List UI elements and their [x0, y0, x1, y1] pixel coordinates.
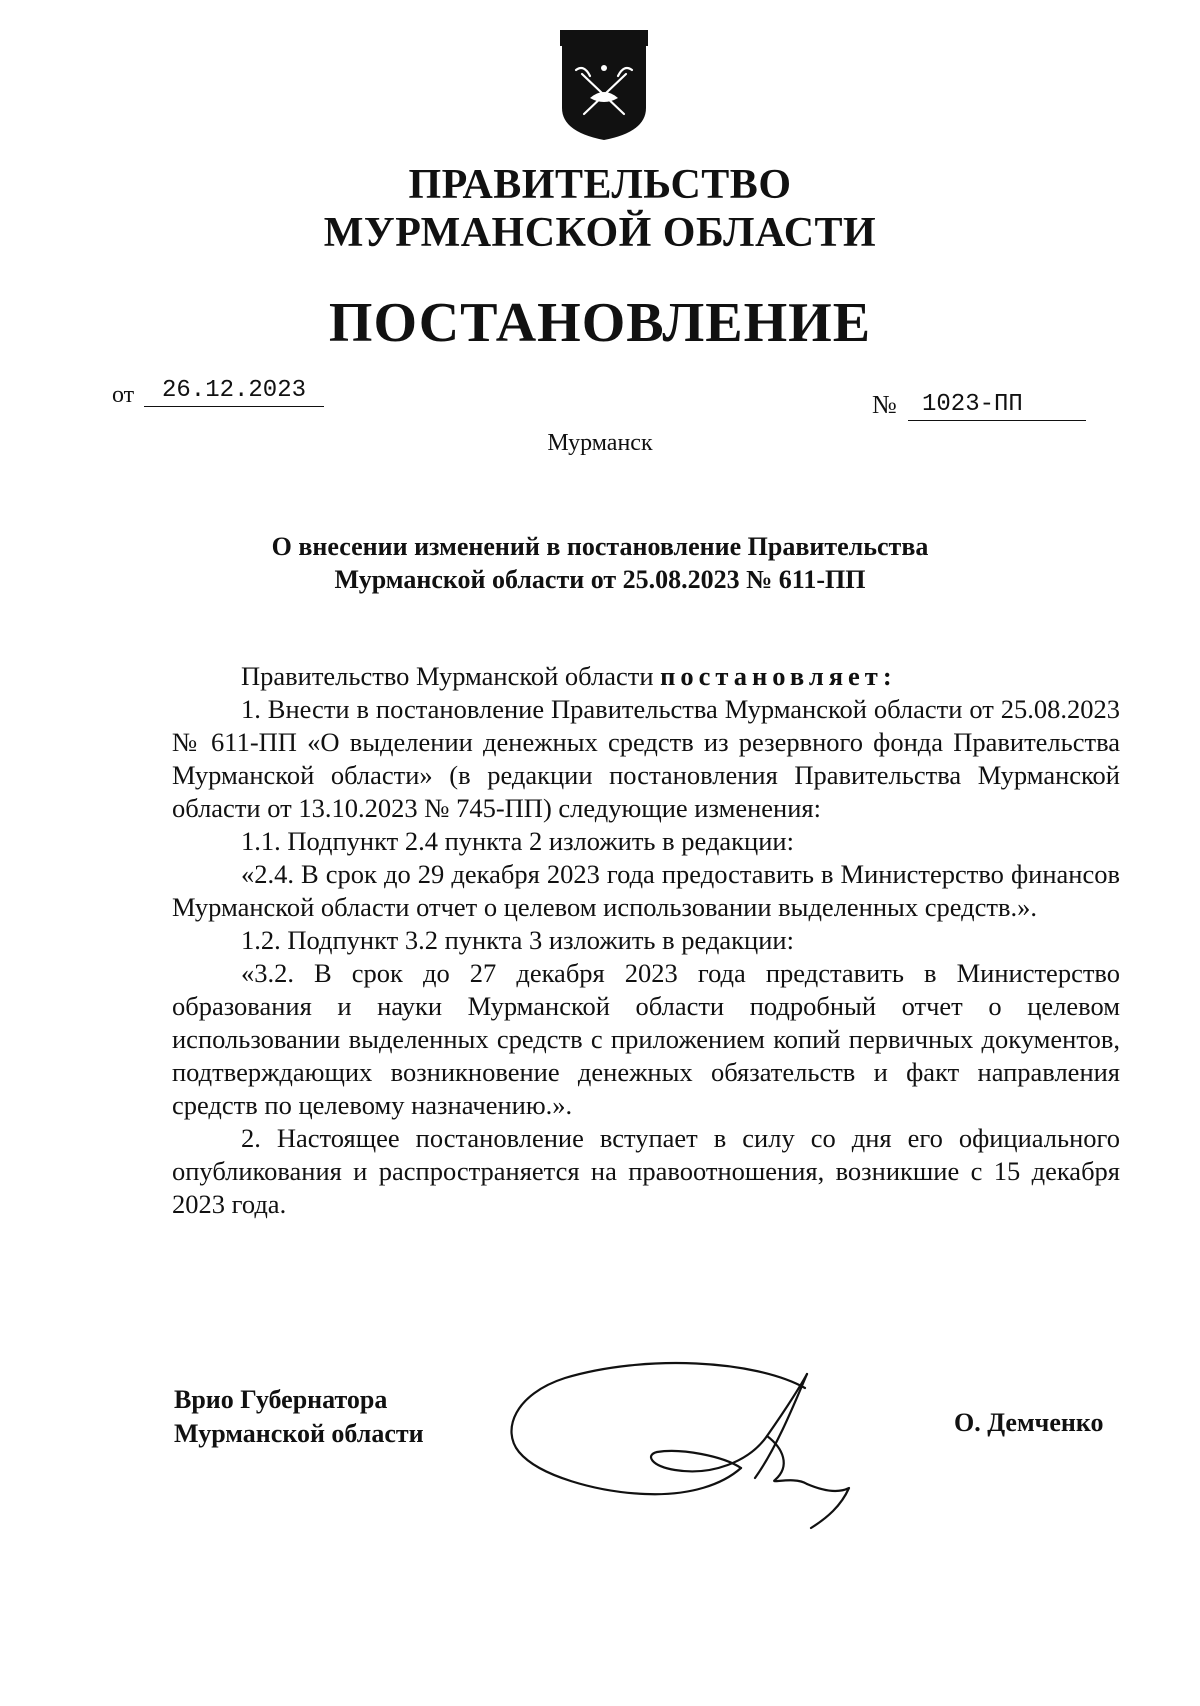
number-label: № — [872, 390, 897, 419]
intro-paragraph — [172, 660, 1120, 693]
paragraph-2: 2. Настоящее постановление вступает в силу со дня его официального опубликования и распространяется на правоотношения, возникшие с 15 декабря 2023 года. — [172, 1123, 1120, 1219]
document-body — [172, 660, 1120, 1221]
signatory-position — [174, 1383, 424, 1451]
paragraph-1-1: 1.1. Подпункт 2.4 пункта 2 изложить в редакции: — [241, 826, 794, 856]
organization-name-line2: МУРМАНСКОЙ ОБЛАСТИ — [323, 210, 877, 256]
city-name: Мурманск — [547, 430, 653, 456]
document-date: 26.12.2023 — [144, 376, 324, 407]
subject-line1: О внесении изменений в постановление Правительства — [271, 532, 929, 561]
intro-spaced-verb: постановляет: — [660, 661, 897, 691]
coat-of-arms-icon — [560, 30, 648, 142]
subject-line2: Мурманской области от 25.08.2023 № 611-ПП — [334, 565, 866, 594]
document-subject — [170, 530, 1030, 596]
organization-name-line1: ПРАВИТЕЛЬСТВО — [408, 162, 792, 208]
position-line2: Мурманской области — [174, 1419, 424, 1448]
handwritten-signature-icon — [505, 1352, 895, 1532]
intro-text: Правительство Мурманской области — [241, 661, 661, 691]
signatory-name: О. Демченко — [954, 1408, 1104, 1437]
document-number: 1023-ПП — [908, 390, 1086, 421]
paragraph-1-2: 1.2. Подпункт 3.2 пункта 3 изложить в редакции: — [241, 925, 794, 955]
paragraph-1-2-text: «3.2. В срок до 27 декабря 2023 года представить в Министерство образования и науки Мурманской области подробный отчет о целевом использовании выделенных средств с приложением копий первичных документов, подтверждающих возникновение денежных обязательств и факт направления средств по целевому назначению.». — [172, 958, 1120, 1120]
date-label: от — [112, 382, 135, 408]
paragraph-1: 1. Внести в постановление Правительства Мурманской области от 25.08.2023 № 611-ПП «О выделении денежных средств из резервного фонда Правительства Мурманской области» (в редакции постановления Правительства Мурманской области от 13.10.2023 № 745-ПП) следующие изменения: — [172, 694, 1120, 823]
document-type-title: ПОСТАНОВЛЕНИЕ — [328, 292, 872, 354]
paragraph-1-1-text: «2.4. В срок до 29 декабря 2023 года предоставить в Министерство финансов Мурманской области отчет о целевом использовании выделенных средств.». — [172, 859, 1120, 922]
position-line1: Врио Губернатора — [174, 1385, 388, 1414]
